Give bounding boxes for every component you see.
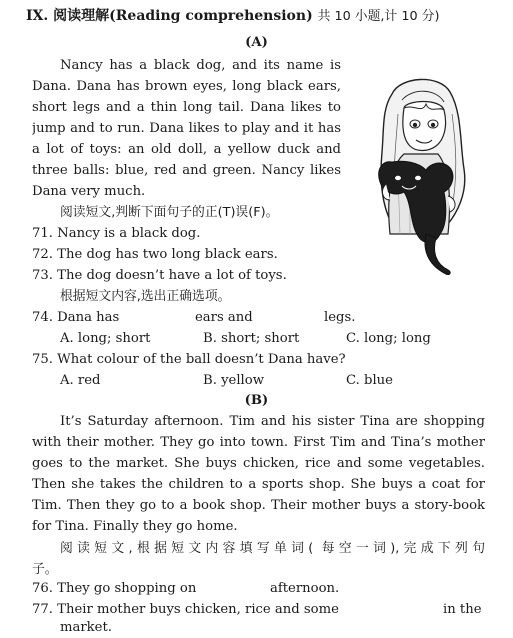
part-a-line-4: jump and to run. Dana likes to play and it has: [32, 121, 341, 136]
part-a-instruction-mc: 根据短文内容,选出正确选项。: [60, 289, 231, 304]
question-75-stem: 75. What colour of the ball doesn’t Dana have?: [32, 352, 346, 367]
girl-with-dog-illustration: [352, 74, 482, 284]
part-a-instruction-tf: 阅读短文,判断下面句子的正(T)误(F)。: [60, 205, 279, 220]
part-a-line-2: Dana. Dana has brown eyes, long black ears,: [32, 79, 341, 94]
question-75-option-b: B. yellow: [203, 373, 264, 388]
question-74-option-c: C. long; long: [346, 331, 431, 346]
question-77-stem-a: 77. Their mother buys chicken, rice and some: [32, 602, 339, 617]
question-77-stem-c: market.: [60, 620, 112, 635]
question-74-stem-b: ears and: [195, 310, 253, 325]
part-a-label: (A): [245, 35, 268, 50]
part-b-instruction-line-1: 阅读短文,根据短文内容填写单词( 每空一词),完成下列句: [60, 541, 485, 556]
question-75-option-a: A. red: [60, 373, 101, 388]
question-74-stem-c: legs.: [324, 310, 356, 325]
part-a-line-6: three balls: blue, red and green. Nancy likes: [32, 163, 341, 178]
part-b-line-3: goes to the market. She buys chicken, rice and some vegetables.: [32, 456, 485, 471]
part-b-label: (B): [244, 393, 269, 408]
part-b-line-4: Then she takes the children to a sports shop. She buys a coat for: [32, 477, 485, 492]
question-77-stem-b: in the: [443, 602, 482, 617]
question-74-option-a: A. long; short: [60, 331, 151, 346]
question-74-stem-a: 74. Dana has: [32, 310, 120, 325]
section-title: [26, 6, 485, 27]
question-75-option-c: C. blue: [346, 373, 393, 388]
section-count-note: 共 10 小题,计 10 分): [317, 9, 440, 24]
part-a-line-1: Nancy has a black dog, and its name is: [60, 58, 341, 73]
part-a-line-7: Dana very much.: [32, 184, 146, 199]
question-76-stem-b: afternoon.: [270, 581, 340, 596]
part-a-line-3: short legs and a thin long tail. Dana likes to: [32, 100, 341, 115]
question-72: 72. The dog has two long black ears.: [32, 247, 278, 262]
question-73: 73. The dog doesn’t have a lot of toys.: [32, 268, 287, 283]
question-74-option-b: B. short; short: [203, 331, 300, 346]
section-heading: IX. 阅读理解(Reading comprehension): [26, 8, 313, 24]
part-b-line-6: for Tina. Finally they go home.: [32, 519, 238, 534]
dog-tail: [425, 234, 450, 275]
part-a-line-5: a lot of toys: an old doll, a yellow duck and: [32, 142, 341, 157]
question-76-stem-a: 76. They go shopping on: [32, 581, 197, 596]
question-71: 71. Nancy is a black dog.: [32, 226, 201, 241]
part-b-line-1: It’s Saturday afternoon. Tim and his sister Tina are shopping: [60, 414, 485, 429]
part-b-line-2: with their mother. They go into town. First Tim and Tina’s mother: [32, 435, 485, 450]
part-b-instruction-line-2: 子。: [32, 562, 58, 577]
part-b-line-5: Tim. Then they go to a book shop. Their mother buys a story-book: [32, 498, 485, 513]
